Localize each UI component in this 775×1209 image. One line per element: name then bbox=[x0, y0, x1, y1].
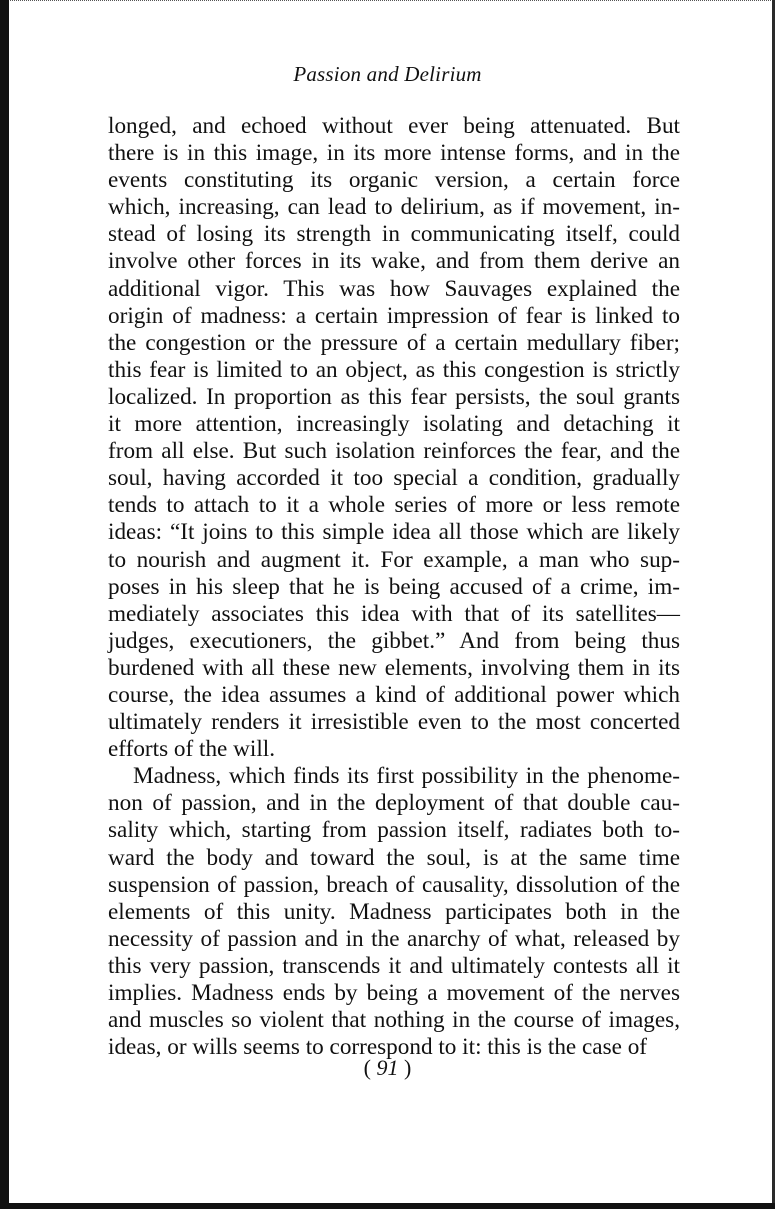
text-line: origin of madness: a certain impression of fear is linked to bbox=[108, 302, 680, 329]
page-number-close-paren: ) bbox=[404, 1055, 412, 1080]
text-line: ideas: “It joins to this simple idea all those which are likely bbox=[108, 519, 680, 546]
page-number-value: 91 bbox=[376, 1055, 399, 1080]
text-line: judges, executioners, the gibbet.” And from being thus bbox=[108, 627, 680, 654]
text-line: which, increasing, can lead to delirium, as if movement, in- bbox=[108, 194, 680, 221]
text-line: stead of losing its strength in communicating itself, could bbox=[108, 221, 680, 248]
text-line: additional vigor. This was how Sauvages explained the bbox=[108, 275, 680, 302]
text-line: non of passion, and in the deployment of that double cau- bbox=[108, 790, 680, 817]
scan-edge-top bbox=[0, 0, 775, 2]
page-number-open-paren: ( bbox=[363, 1055, 371, 1080]
text-line: tends to attach to it a whole series of more or less remote bbox=[108, 492, 680, 519]
text-line: longed, and echoed without ever being attenuated. But bbox=[108, 113, 680, 139]
text-line: there is in this image, in its more intense forms, and in the bbox=[108, 140, 680, 167]
text-line: course, the idea assumes a kind of additional power which bbox=[108, 681, 680, 708]
text-line: poses in his sleep that he is being accused of a crime, im- bbox=[108, 573, 680, 600]
text-line: soul, having accorded it too special a condition, gradually bbox=[108, 465, 680, 492]
running-head: Passion and Delirium bbox=[293, 62, 482, 86]
text-line: the congestion or the pressure of a certain medullary fiber; bbox=[108, 329, 680, 356]
text-line: this very passion, transcends it and ultimately contests all it bbox=[108, 952, 680, 979]
page-number bbox=[0, 1055, 775, 1081]
text-line: Madness, which finds its first possibility in the phenome- bbox=[133, 763, 680, 790]
text-line: elements of this unity. Madness participates both in the bbox=[108, 898, 680, 925]
body-text bbox=[108, 113, 680, 1061]
text-line: ideas, or wills seems to correspond to it: this is the case of bbox=[108, 1034, 648, 1061]
text-line: from all else. But such isolation reinforces the fear, and the bbox=[108, 438, 680, 465]
text-line: ultimately renders it irresistible even to the most concerted bbox=[108, 709, 680, 736]
text-line: and muscles so violent that nothing in the course of images, bbox=[108, 1007, 680, 1034]
text-line: localized. In proportion as this fear persists, the soul grants bbox=[108, 383, 680, 410]
text-line: efforts of the will. bbox=[108, 736, 275, 763]
text-line: burdened with all these new elements, involving them in its bbox=[108, 654, 680, 681]
text-line: to nourish and augment it. For example, a man who sup- bbox=[108, 546, 680, 573]
text-line: ward the body and toward the soul, is at the same time bbox=[108, 844, 680, 871]
text-line: necessity of passion and in the anarchy of what, released by bbox=[108, 925, 680, 952]
text-line: implies. Madness ends by being a movement of the nerves bbox=[108, 980, 680, 1006]
text-line: it more attention, increasingly isolating and detaching it bbox=[108, 411, 680, 438]
text-line: mediately associates this idea with that of its satellites— bbox=[108, 600, 680, 627]
scan-edge-left bbox=[0, 0, 9, 1209]
text-line: involve other forces in its wake, and from them derive an bbox=[108, 248, 680, 275]
scan-edge-bottom bbox=[0, 1203, 775, 1209]
text-line: sality which, starting from passion itself, radiates both to- bbox=[108, 817, 680, 844]
text-line: this fear is limited to an object, as this congestion is strictly bbox=[108, 356, 680, 383]
text-line: events constituting its organic version, a certain force bbox=[108, 167, 680, 194]
text-line: suspension of passion, breach of causality, dissolution of the bbox=[108, 871, 680, 898]
